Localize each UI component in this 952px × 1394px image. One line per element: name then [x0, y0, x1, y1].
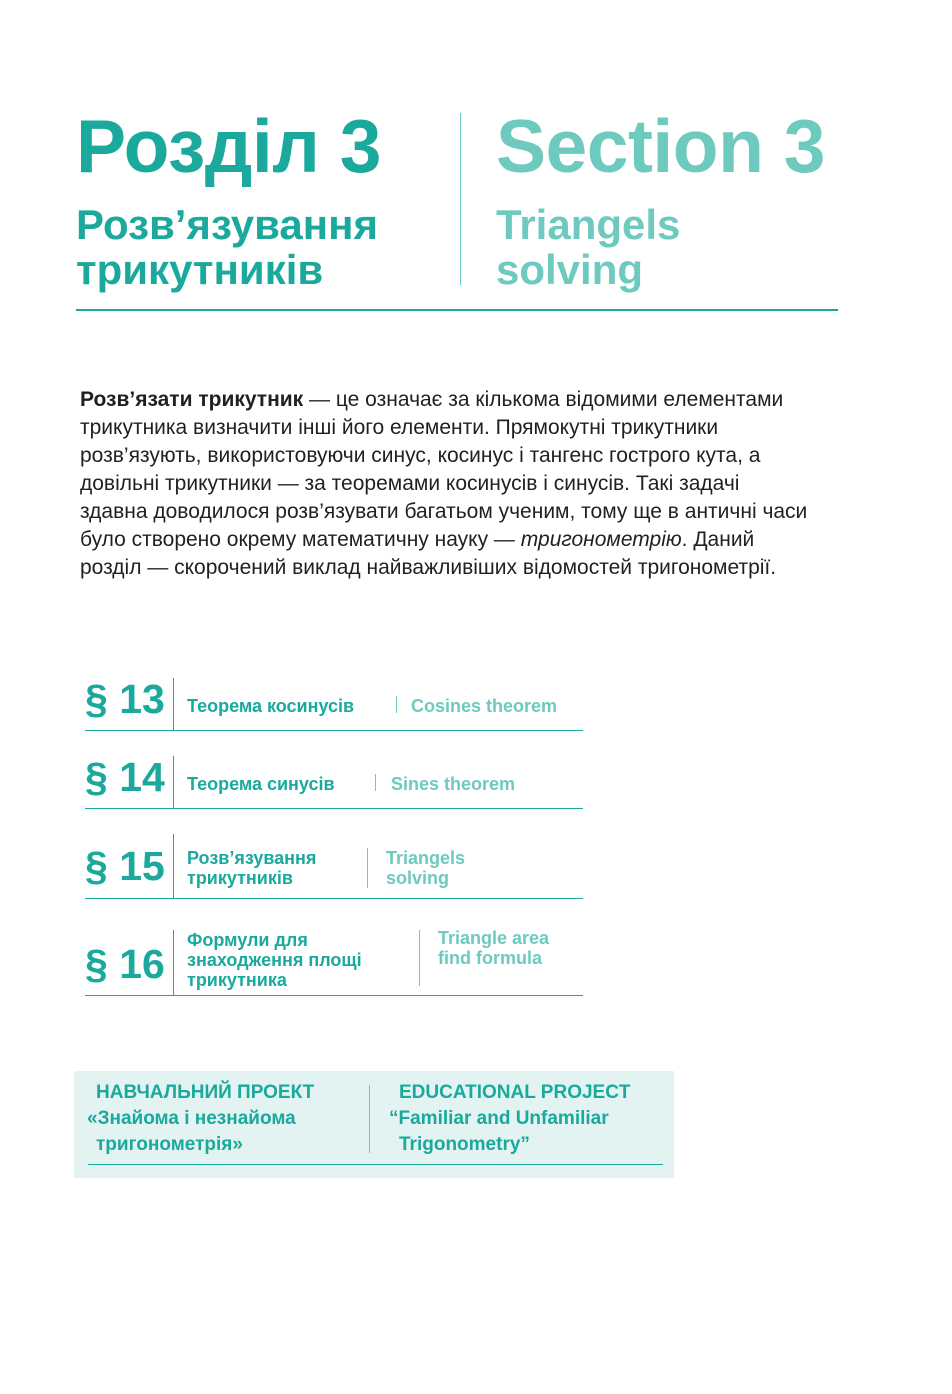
toc-thin-divider	[396, 696, 397, 713]
toc-title-uk-line1: Формули для	[187, 930, 308, 950]
toc-number: § 14	[85, 753, 165, 800]
subtitle-en-line1: Triangels	[496, 201, 681, 248]
project-name-uk-line1: «Знайома і незнайома	[87, 1108, 296, 1129]
toc-divider	[173, 756, 174, 808]
toc-title-uk-line2: трикутників	[187, 868, 293, 888]
toc-thin-divider	[367, 848, 368, 888]
project-divider	[369, 1085, 370, 1153]
project-name-en-line2: Trigonometry”	[399, 1134, 530, 1155]
toc-title-en	[438, 928, 549, 968]
toc-number: § 13	[85, 675, 165, 722]
section-title-uk: Розділ 3	[76, 104, 381, 188]
section-subtitle-en	[496, 202, 816, 292]
intro-paragraph	[80, 386, 810, 582]
header-divider	[460, 113, 461, 285]
project-label-en: EDUCATIONAL PROJECT	[399, 1082, 631, 1103]
toc-title-en-line1: Triangle area	[438, 928, 550, 948]
toc-title-uk-line3: трикутника	[187, 970, 287, 990]
toc-number: § 16	[85, 940, 165, 987]
intro-italic-term: тригонометрію	[520, 528, 682, 551]
subtitle-en-line2: solving	[496, 246, 644, 293]
toc-divider	[173, 834, 174, 898]
project-name-en-line1: “Familiar and Unfamiliar	[389, 1108, 609, 1129]
toc-title-uk	[187, 848, 316, 888]
project-label-uk: НАВЧАЛЬНИЙ ПРОЕКТ	[96, 1082, 315, 1103]
toc-number: § 15	[85, 842, 165, 889]
toc-title-en-line1: Triangels	[386, 848, 466, 868]
toc-title-en: Cosines theorem	[411, 696, 558, 716]
subtitle-uk-line2: трикутників	[76, 246, 324, 293]
toc-divider	[173, 930, 174, 995]
educational-project-box[interactable]	[74, 1071, 674, 1178]
toc-item-13[interactable]	[85, 675, 583, 731]
intro-text-2: . Даний розділ — скорочений виклад найважливіших відомостей тригонометрії.	[80, 528, 777, 579]
intro-bold-lead: Розв’язати трикутник	[80, 388, 304, 411]
toc-title-uk-line1: Розв’язування	[187, 848, 317, 868]
toc-item-16[interactable]	[85, 930, 583, 996]
toc-thin-divider	[419, 930, 420, 986]
toc-title-en-line2: find formula	[438, 948, 542, 968]
toc-title-uk	[187, 930, 362, 990]
toc-title-en: Sines theorem	[391, 774, 516, 794]
intro-text-1: — це означає за кількома відомими елементами трикутника визначити інші його елементи. Прямокутні трикутники розв’язують, використовуючи синус, косинус і тангенс гострого кута, а довільні трикутники — за теоремами косинусів і синусів. Такі задачі здавна доводилося розв’язувати багатьом ученим, тому ще в античні часи було створено окрему математичну науку —	[80, 388, 808, 551]
toc-thin-divider	[375, 774, 376, 791]
toc-title-uk-line2: знаходження площі	[187, 950, 362, 970]
section-subtitle-uk	[76, 202, 446, 292]
toc-item-15[interactable]	[85, 834, 583, 899]
toc-item-14[interactable]	[85, 753, 583, 809]
toc-title-en-line2: solving	[386, 868, 450, 888]
project-name-uk-line2: тригонометрія»	[96, 1134, 243, 1155]
project-rule	[88, 1164, 663, 1165]
header-rule	[76, 309, 838, 311]
subtitle-uk-line1: Розв’язування	[76, 201, 378, 248]
toc-title-uk: Теорема косинусів	[187, 696, 355, 716]
toc-title-uk: Теорема синусів	[187, 774, 335, 794]
section-title-en: Section 3	[496, 104, 825, 188]
toc-title-en	[386, 848, 465, 888]
toc-divider	[173, 678, 174, 730]
